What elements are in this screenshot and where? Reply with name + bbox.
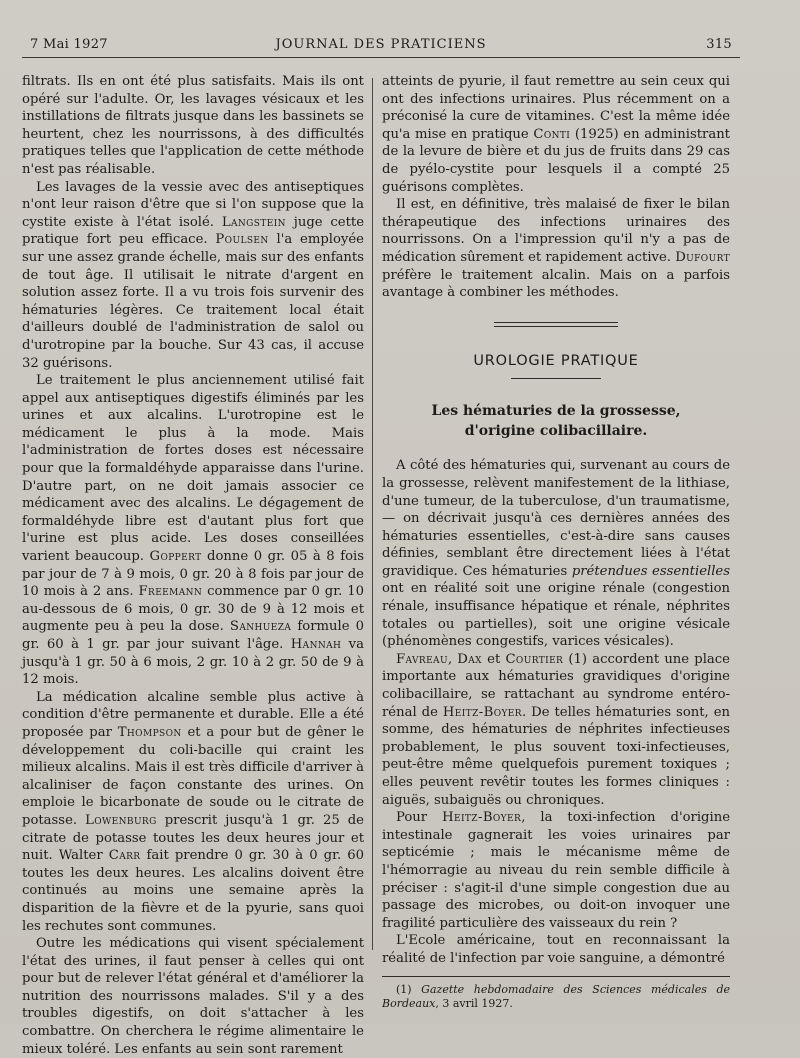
paragraph: A côté des hématuries qui, survenant au cours de la grossesse, relèvent manifestement de la lithiase, d'une tumeur, de la tuberculose, d'un traumatisme, — on décrivait jusqu'à ces dernières années des hématuries essentielles, c'est-à-dire sans causes définies, semblant être directement liées à l'état gravidique. Ces hématuries prétendues essentielles ont en réalité soit une origine rénale (congestion rénale, insuffisance hépatique et rénale, néphrites totales ou partielles), soit une origine vésicale (phénomènes congestifs, varices vésicales). [382, 458, 731, 650]
header-page-number: 315 [706, 37, 732, 52]
article-title-line: d'origine colibacillaire. [464, 423, 648, 440]
paragraph: atteints de pyurie, il faut remettre au sein ceux qui ont des infections urinaires. Plus récemment on a préconisé la cure de vitamines. C'est la même idée qu'a mise en pratique Conti (1925) en administrant de la levure de bière et du jus de fruits dans 29 cas de pyélo-cystite pour lesquels il a compté 25 guérisons complètes. [382, 74, 730, 195]
author-name: Goppert [149, 549, 202, 565]
header-date: 7 Mai 1927 [30, 37, 108, 52]
section-separator [494, 322, 618, 327]
paragraph: Outre les médications qui visent spécialement l'état des urines, il faut penser à celles qui ont pour but de relever l'état général et d'améliorer la nutrition des nourrissons malades. S'il y a des troubles digestifs, on doit s'attacher à les combattre. On cherchera le régime alimentaire le mieux toléré. Les enfants au sein sont rarement [22, 936, 364, 1057]
author-name: Heitz-Boyer [442, 704, 522, 720]
author-name: Freemann [138, 584, 203, 600]
left-column [22, 73, 364, 1058]
author-name: Favreau [396, 651, 448, 667]
section-title: UROLOGIE PRATIQUE [473, 352, 639, 369]
paragraph: L'Ecole américaine, tout en reconnaissant la réalité de l'infection par voie sanguine, a démontré [382, 933, 730, 966]
paragraph: Il est, en définitive, très malaisé de fixer le bilan thérapeutique des infections urinaires des nourrissons. On a l'impression qu'il n'y a pas de médication sûrement et rapidement active. Dufourt préfère le traitement alcalin. Mais on a parfois avantage à combiner les méthodes. [382, 197, 730, 301]
footnote-source: Gazette hebdomadaire des Sciences médicales de Bordeaux [382, 982, 731, 1010]
author-name: Poulsen [215, 232, 269, 248]
paragraph: Favreau, Dax et Courtier (1) accordent une place importante aux hématuries gravidiques d'origine colibacillaire, se rattachant au syndrome entéro-rénal de Heitz-Boyer. De telles hématuries sont, en somme, des hématuries de néphrites infectieuses probablement, le plus souvent toxi-infectieuses, peut-être même quelquefois purement toxiques ; elles peuvent revêtir toutes les formes cliniques : aiguës, subaiguës ou chroniques. [382, 651, 731, 808]
right-column [382, 73, 730, 1011]
author-name: Conti [533, 126, 571, 142]
header-rule [22, 57, 740, 58]
author-name: Dax [457, 651, 482, 667]
author-name: Thompson [117, 724, 182, 740]
article-body [382, 457, 730, 967]
author-name: Heitz-Boyer [442, 810, 522, 826]
author-name: Sanhueza [229, 619, 292, 635]
author-name: Courtier [505, 651, 564, 667]
running-header [30, 37, 732, 55]
paragraph: Le traitement le plus anciennement utilisé fait appel aux antiseptiques digestifs éliminés par les urines et aux alcalins. L'urotropine est le médicament le plus à la mode. Mais l'administration de fortes doses est nécessaire pour que la formaldéhyde apparaisse dans l'urine. D'autre part, on ne doit jamais associer ce médicament avec des alcalins. Le dégagement de formaldéhyde libre est d'autant plus fort que l'urine est plus acide. Les doses conseillées varient beaucoup. Goppert donne 0 gr. 05 à 8 fois par jour de 7 à 9 mois, 0 gr. 20 à 8 fois par jour de 10 mois à 2 ans. Freemann commence par 0 gr. 10 au-dessous de 6 mois, 0 gr. 30 de 9 à 12 mois et augmente peu à peu la dose. Sanhueza formule 0 gr. 60 à 1 gr. par jour suivant l'âge. Hannah va jusqu'à 1 gr. 50 à 6 mois, 2 gr. 10 à 2 gr. 50 de 9 à 12 mois. [22, 373, 365, 688]
paragraph: Pour Heitz-Boyer, la toxi-infection d'origine intestinale gagnerait les voies urinaires par septicémie ; mais le mécanisme même de l'hémorragie au niveau du rein semble difficile à préciser : s'agit-il d'une simple congestion due au passage des microbes, ou doit-on invoquer une fragilité particulière des vaisseaux du rein ? [382, 810, 730, 931]
footnote-rule [382, 976, 730, 977]
author-name: Langstein [221, 214, 286, 230]
section-title-rule [511, 378, 601, 379]
author-name: Carr [108, 848, 141, 864]
column-divider [372, 78, 373, 950]
author-name: Lowenburg [85, 812, 157, 828]
article-title-line: Les hématuries de la grossesse, [431, 403, 681, 420]
header-journal-title: JOURNAL DES PRATICIENS [275, 37, 487, 52]
emphasis: prétendues essentielles [571, 563, 731, 579]
article-title [382, 401, 730, 441]
paragraph: filtrats. Ils en ont été plus satisfaits. Mais ils ont opéré sur l'adulte. Or, les lavages vésicaux et les instillations de filtrats jusque dans les bassinets se heurtent, chez les nourrissons, à des difficultés pratiques telles que l'application de cette méthode n'est pas réalisable. [22, 74, 364, 177]
paragraph: Les lavages de la vessie avec des antiseptiques n'ont leur raison d'être que si l'on suppose que la cystite existe à l'état isolé. Langstein juge cette pratique fort peu efficace. Poulsen l'a employée sur une assez grande échelle, mais sur des enfants de tout âge. Il utilisait le nitrate d'argent en solution assez forte. Il a vu trois fois survenir des hématuries légères. Ce traitement local était d'ailleurs doublé de l'administration de salol ou d'urotropine par la bouche. Sur 43 cas, il accuse 32 guérisons. [22, 179, 365, 371]
paragraph: La médication alcaline semble plus active à condition d'être permanente et durable. Elle a été proposée par Thompson et a pour but de gêner le développement du coli-bacille qui craint les milieux alcalins. Mais il est très difficile d'arriver à alcaliniser de façon constante des urines. On emploie le bicarbonate de soude ou le citrate de potasse. Lowenburg prescrit jusqu'à 1 gr. 25 de citrate de potasse toutes les deux heures jour et nuit. Walter Carr fait prendre 0 gr. 30 à 0 gr. 60 toutes les deux heures. Les alcalins doivent être continués au moins une semaine après la disparition de la fièvre et de la pyurie, sans quoi les rechutes sont communes. [22, 689, 365, 934]
footnote: (1) Gazette hebdomadaire des Sciences médicales de Bordeaux, 3 avril 1927. [382, 982, 731, 1010]
author-name: Dufourt [675, 249, 730, 265]
author-name: Hannah [290, 637, 342, 652]
